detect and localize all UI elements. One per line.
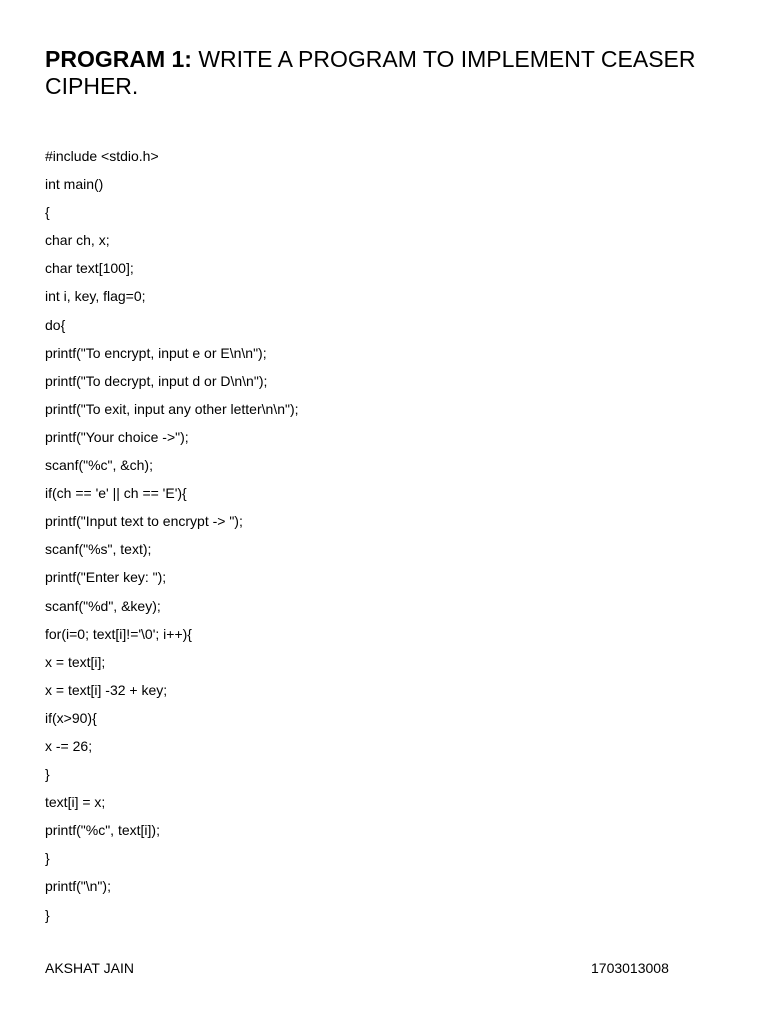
code-line: }	[45, 766, 50, 783]
code-line: printf("%c", text[i]);	[45, 822, 160, 839]
code-line: char ch, x;	[45, 232, 110, 249]
code-line: #include <stdio.h>	[45, 148, 159, 164]
code-line: printf("To decrypt, input d or D\n\n");	[45, 372, 268, 389]
code-line: printf("\n");	[45, 878, 111, 895]
code-line: printf("Input text to encrypt -> ");	[45, 513, 243, 530]
code-line: scanf("%d", &key);	[45, 597, 161, 614]
code-line: text[i] = x;	[45, 794, 106, 811]
code-line: scanf("%s", text);	[45, 541, 152, 558]
code-line: do{	[45, 316, 66, 333]
program-number: PROGRAM 1:	[45, 46, 192, 72]
page-title	[45, 46, 725, 100]
footer-author: AKSHAT JAIN	[45, 960, 134, 976]
code-line: scanf("%c", &ch);	[45, 457, 153, 474]
code-line: int i, key, flag=0;	[45, 288, 146, 305]
code-line: if(x>90){	[45, 709, 97, 726]
code-line: printf("To encrypt, input e or E\n\n");	[45, 344, 267, 361]
code-line: printf("Your choice ->");	[45, 428, 189, 445]
program-description: WRITE A PROGRAM TO IMPLEMENT CEASER CIPHER.	[45, 46, 696, 99]
code-line: for(i=0; text[i]!='\0'; i++){	[45, 625, 192, 642]
code-line: {	[45, 204, 50, 221]
code-line: int main()	[45, 176, 104, 193]
code-line: x = text[i] -32 + key;	[45, 681, 168, 698]
code-line: x = text[i];	[45, 653, 106, 670]
footer-roll-number: 1703013008	[591, 960, 669, 976]
code-listing	[45, 145, 299, 932]
code-line: printf("To exit, input any other letter\n\n");	[45, 400, 299, 417]
code-line: }	[45, 906, 50, 923]
code-line: }	[45, 850, 50, 867]
code-line: if(ch == 'e' || ch == 'E'){	[45, 485, 187, 502]
code-line: printf("Enter key: ");	[45, 569, 167, 586]
code-line: x -= 26;	[45, 737, 93, 754]
code-line: char text[100];	[45, 260, 134, 277]
